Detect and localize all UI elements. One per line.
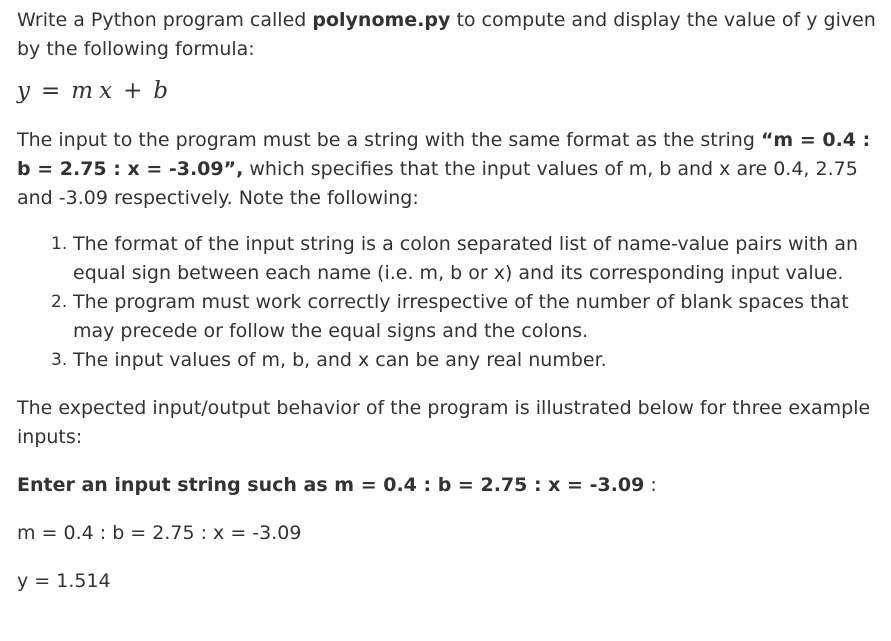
formula-plus: + [123, 78, 143, 104]
note-item [51, 288, 877, 346]
example-prompt [17, 471, 877, 500]
example-format-string: “m = 0.4 : b = 2.75 : x = -3.09”, [17, 129, 871, 180]
note-number: 2. [51, 292, 68, 312]
example-prompt-text: Enter an input string such as m = 0.4 : b = 2.75 : x = -3.09 [17, 474, 645, 496]
note-number: 1. [51, 234, 68, 254]
note-text: The format of the input string is a colon separated list of name-value pairs with an equal sign between each name (i.e. m, b or x) and its corresponding input value. [73, 233, 859, 284]
intro-paragraph [17, 6, 877, 64]
note-text: The program must work correctly irrespective of the number of blank spaces that may precede or follow the equal signs and the colons. [73, 291, 849, 342]
example-output: y = 1.514 [17, 570, 111, 592]
note-item [51, 346, 877, 375]
program-filename: polynome.py [312, 9, 451, 31]
behavior-paragraph: The expected input/output behavior of the program is illustrated below for three example inputs: [17, 397, 871, 448]
formula-m: m [71, 78, 94, 104]
note-number: 3. [51, 350, 68, 370]
example-input: m = 0.4 : b = 2.75 : x = -3.09 [17, 522, 302, 544]
formula-lhs: y [17, 78, 30, 104]
formula-x: x [99, 78, 113, 104]
note-item [51, 230, 877, 288]
formula-b: b [153, 78, 169, 104]
notes-list [17, 230, 877, 375]
format-text-start: The input to the program must be a string with the same format as the string [17, 129, 761, 151]
intro-text-start: Write a Python program called [17, 9, 313, 31]
example-prompt-suffix: : [644, 474, 657, 496]
formula-equals: = [41, 78, 61, 104]
note-text: The input values of m, b, and x can be any real number. [73, 349, 607, 371]
format-paragraph [17, 126, 877, 213]
formula [17, 77, 877, 106]
intro-text-end: to compute and display the value of y given by the following formula: [17, 9, 876, 60]
assignment-document [17, 6, 877, 596]
format-text-end: which specifies that the input values of m, b and x are 0.4, 2.75 and -3.09 respectively. Note the following: [17, 158, 858, 209]
